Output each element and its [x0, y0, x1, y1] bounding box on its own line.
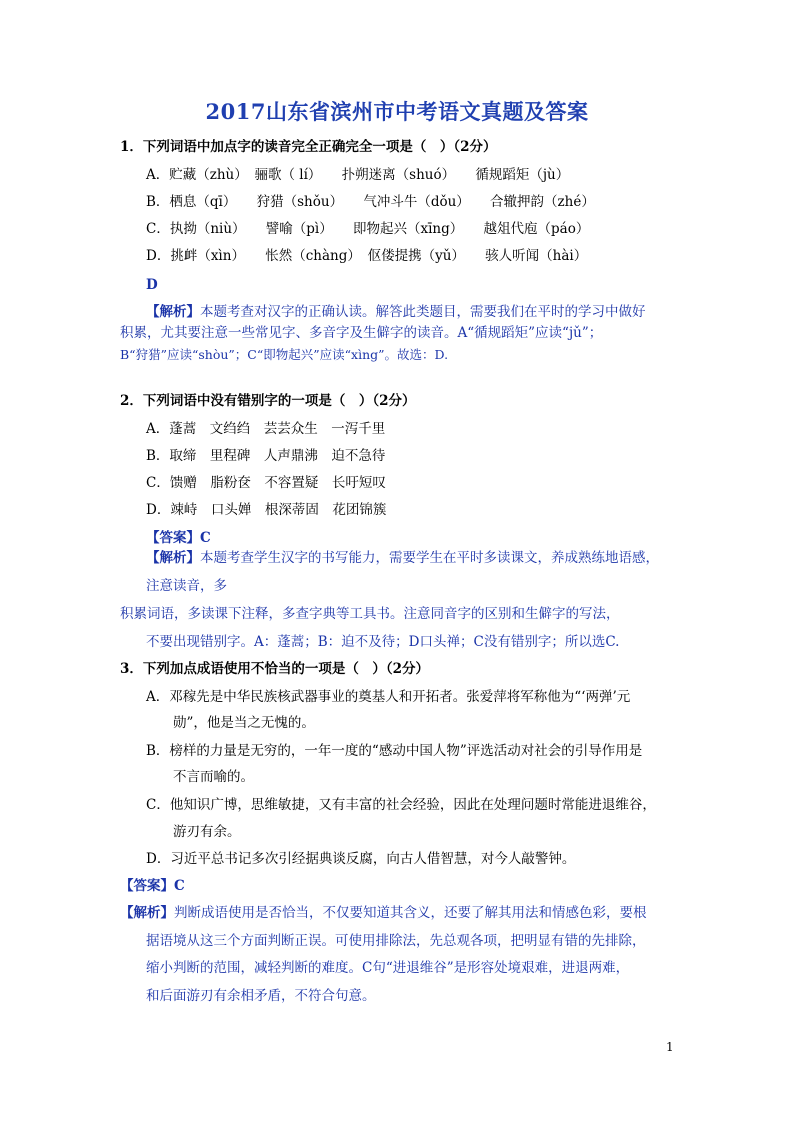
q2-option-a: A．蓬蒿 文绉绉 芸芸众生 一泻千里	[146, 421, 386, 437]
q3-option-b-line-1: B．榜样的力量是无穷的，一年一度的“感动中国人物”评选活动对社会的引导作用是	[146, 743, 643, 759]
analysis-text: 本题考查学生汉字的书写能力，需要学生在平时多读课文，养成熟练地语感，	[200, 550, 659, 566]
q2-option-c: C．馈赠 脂粉奁 不容置疑 长吁短叹	[146, 475, 386, 491]
q3-analysis-line-3: 缩小判断的范围，减轻判断的难度。C句“进退维谷”是形容处境艰难，进退两难，	[146, 960, 630, 976]
q1-option-a: A．贮藏（zhù） 骊歌（ lí） 扑朔迷离（shuó） 循规蹈矩（jù）	[146, 167, 570, 183]
q1-analysis-line-1	[146, 303, 646, 321]
q1-analysis-line-3: B“狩猎”应读“shòu”；C“即物起兴”应读“xìng”。故选：D.	[120, 347, 449, 362]
q3-analysis-line-1	[120, 904, 647, 922]
q3-option-c-line-1: C．他知识广博，思维敏捷，又有丰富的社会经验，因此在处理问题时常能进退维谷，	[146, 797, 656, 813]
page-number: 1	[666, 1040, 674, 1054]
analysis-tag: 【解析】	[120, 905, 174, 921]
q1-analysis-line-2: 积累，尤其要注意一些常见字、多音字及生僻字的读音。A“循规蹈矩”应读“jǔ”；	[120, 325, 603, 341]
q2-answer	[146, 529, 211, 547]
question-1: 1．下列词语中加点字的读音完全正确完全一项是（ ）（2分）	[120, 139, 497, 155]
q1-option-c: C．执拗（niù） 譬喻（pì） 即物起兴（xīng） 越俎代庖（páo）	[146, 221, 590, 237]
q2-analysis-line-4: 不要出现错别字。A：蓬蒿；B：迫不及待；D口头禅；C没有错别字；所以选C.	[146, 634, 620, 650]
q1-option-b: B．栖息（qī） 狩猎（shǒu） 气冲斗牛（dǒu） 合辙押韵（zhé）	[146, 194, 595, 210]
q2-analysis-line-1	[146, 549, 659, 567]
answer-tag: 【答案】	[120, 878, 174, 894]
q3-analysis-line-4: 和后面游刃有余相矛盾，不符合句意。	[146, 988, 376, 1004]
question-2: 2．下列词语中没有错别字的一项是（ ）（2分）	[120, 393, 416, 409]
q2-option-d: D．竦峙 口头婵 根深蒂固 花团锦簇	[146, 502, 387, 518]
question-3: 3．下列加点成语使用不恰当的一项是（ ）（2分）	[120, 661, 430, 677]
q3-option-c-line-2: 游刃有余。	[173, 824, 241, 840]
answer-value: C	[200, 530, 211, 546]
q3-answer	[120, 877, 185, 895]
analysis-tag: 【解析】	[146, 304, 200, 320]
answer-value: C	[174, 878, 185, 894]
answer-tag: 【答案】	[146, 530, 200, 546]
q1-answer: D	[146, 277, 158, 293]
q2-option-b: B．取缔 里程碑 人声鼎沸 迫不急待	[146, 448, 386, 464]
q3-option-a-line-2: 勋”，他是当之无愧的。	[173, 715, 315, 731]
q3-option-a-line-1: A．邓稼先是中华民族核武器事业的奠基人和开拓者。张爱萍将军称他为“‘两弹’元	[146, 689, 631, 705]
q2-analysis-line-3: 积累词语，多读课下注释，多查字典等工具书。注意同音字的区别和生僻字的写法，	[120, 606, 620, 622]
page-title: 2017山东省滨州市中考语文真题及答案	[205, 99, 589, 124]
q1-option-d: D．挑衅（xìn） 怅然（chàng） 伛偻提携（yǔ） 骇人听闻（hài）	[146, 248, 588, 264]
q2-analysis-line-2: 注意读音，多	[146, 578, 227, 594]
q3-analysis-line-2: 据语境从这三个方面判断正误。可使用排除法，先总观各项，把明显有错的先排除，	[146, 933, 646, 949]
q3-option-b-line-2: 不言而喻的。	[173, 769, 254, 785]
q3-option-d: D．习近平总书记多次引经据典谈反腐，向古人借智慧，对今人敲警钟。	[146, 851, 576, 867]
analysis-tag: 【解析】	[146, 550, 200, 566]
analysis-text: 判断成语使用是否恰当，不仅要知道其含义，还要了解其用法和情感色彩，要根	[174, 905, 647, 921]
analysis-text: 本题考查对汉字的正确认读。解答此类题目，需要我们在平时的学习中做好	[200, 304, 646, 320]
